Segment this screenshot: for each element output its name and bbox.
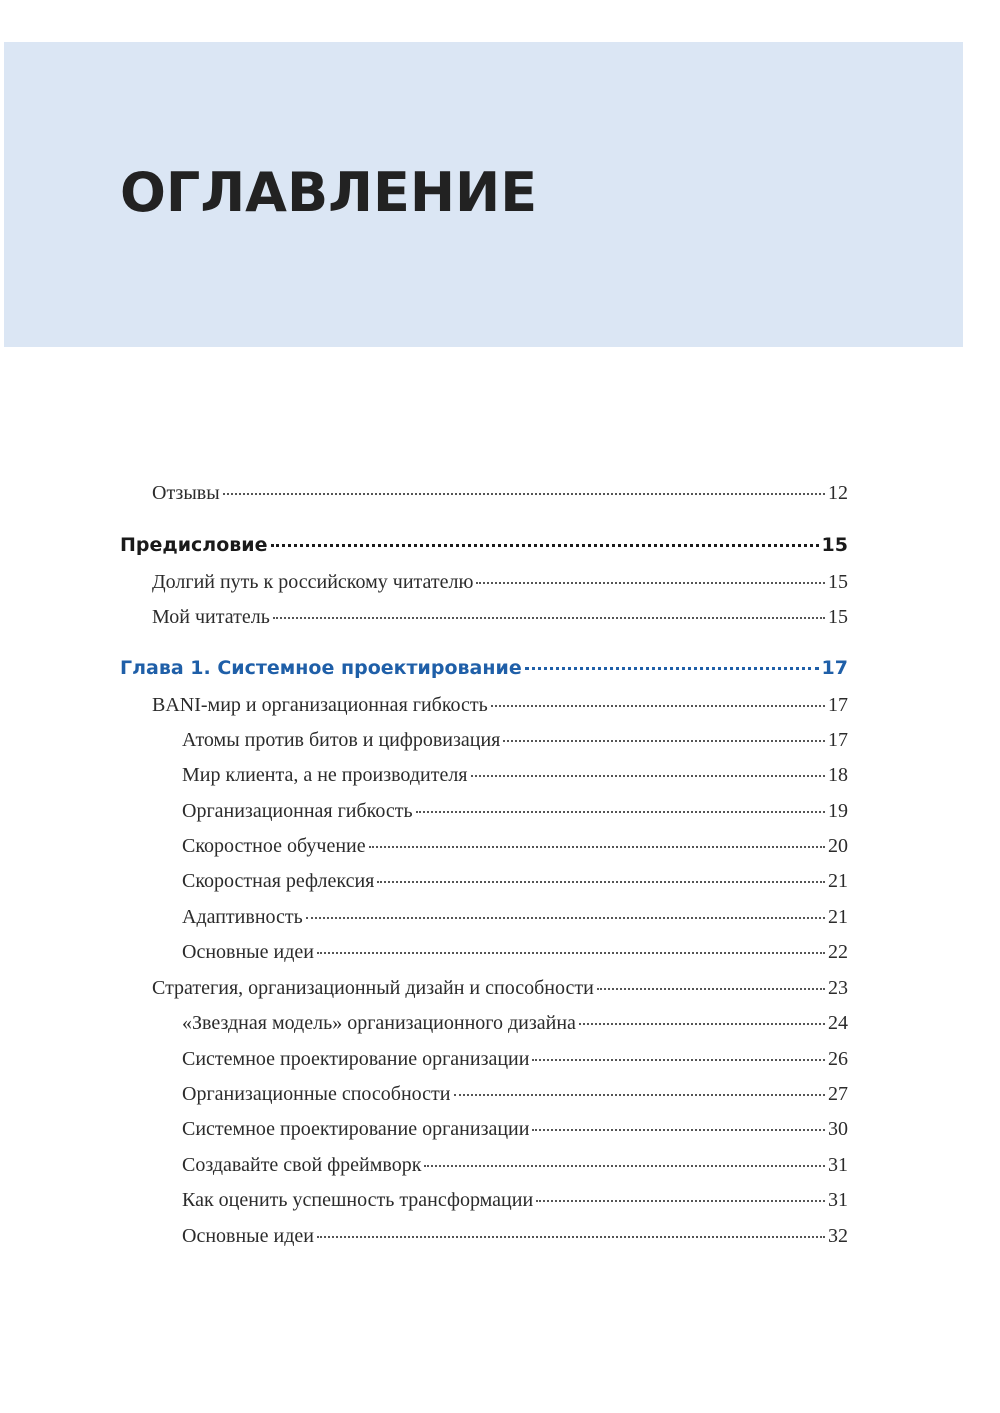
toc-entry-page: 21 <box>828 906 848 928</box>
dot-leader <box>223 493 825 495</box>
toc-entry-page: 20 <box>828 835 848 857</box>
toc-entry-star-model[interactable] <box>182 1012 848 1035</box>
dot-leader <box>424 1165 825 1167</box>
toc-entry-page: 24 <box>828 1012 848 1034</box>
toc-entry-label: Долгий путь к российскому читателю <box>152 571 474 593</box>
toc-entry-my-reader[interactable] <box>152 606 848 629</box>
toc-entry-page: 21 <box>828 870 848 892</box>
dot-leader <box>579 1023 825 1025</box>
dot-leader <box>597 988 825 990</box>
toc-entry-system-design-1[interactable] <box>182 1048 848 1071</box>
toc-entry-page: 22 <box>828 941 848 963</box>
toc-entry-label: Отзывы <box>152 482 220 504</box>
toc-entry-page: 19 <box>828 800 848 822</box>
dot-leader <box>306 917 825 919</box>
toc-entry-reviews[interactable] <box>152 482 848 505</box>
toc-entry-system-design-2[interactable] <box>182 1118 848 1141</box>
toc-entry-page: 18 <box>828 764 848 786</box>
toc-entry-bani-world[interactable] <box>152 694 848 717</box>
toc-entry-label: Системное проектирование организации <box>182 1118 530 1140</box>
toc-entry-label: Адаптивность <box>182 906 303 928</box>
toc-entry-long-way[interactable] <box>152 571 848 594</box>
toc-entry-page: 17 <box>821 657 848 679</box>
toc-entry-fast-reflection[interactable] <box>182 870 848 893</box>
dot-leader <box>503 740 825 742</box>
toc-entry-label: Системное проектирование организации <box>182 1048 530 1070</box>
dot-leader <box>532 1059 825 1061</box>
toc-entry-page: 31 <box>828 1154 848 1176</box>
dot-leader <box>271 544 819 547</box>
dot-leader <box>317 952 825 954</box>
toc-entry-page: 32 <box>828 1225 848 1247</box>
toc-entry-label: Атомы против битов и цифровизация <box>182 729 501 751</box>
toc-entry-page: 12 <box>828 482 848 504</box>
toc-entry-atoms-vs-bits[interactable] <box>182 729 848 752</box>
toc-entry-label: Основные идеи <box>182 941 314 963</box>
toc-entry-label: Организационные способности <box>182 1083 451 1105</box>
page-title: ОГЛАВЛЕНИЕ <box>120 161 538 224</box>
dot-leader <box>471 775 826 777</box>
toc-entry-label: Скоростная рефлексия <box>182 870 375 892</box>
toc-entry-label: Глава 1. Системное проектирование <box>120 657 522 679</box>
toc-entry-page: 26 <box>828 1048 848 1070</box>
toc-entry-org-agility[interactable] <box>182 800 848 823</box>
toc-entry-adaptivity[interactable] <box>182 906 848 929</box>
toc-entry-label: «Звездная модель» организационного дизайна <box>182 1012 576 1034</box>
toc-entry-page: 15 <box>828 571 848 593</box>
toc-entry-page: 15 <box>828 606 848 628</box>
dot-leader <box>369 846 825 848</box>
toc-entry-label: Мир клиента, а не производителя <box>182 764 468 786</box>
dot-leader <box>491 705 825 707</box>
dot-leader <box>476 582 825 584</box>
dot-leader <box>273 617 825 619</box>
toc-entry-strategy[interactable] <box>152 977 848 1000</box>
dot-leader <box>525 667 819 670</box>
dot-leader <box>536 1200 825 1202</box>
dot-leader <box>317 1236 825 1238</box>
toc-entry-own-framework[interactable] <box>182 1154 848 1177</box>
toc-entry-fast-learning[interactable] <box>182 835 848 858</box>
toc-entry-label: Стратегия, организационный дизайн и способности <box>152 977 594 999</box>
toc-entry-transformation-success[interactable] <box>182 1189 848 1212</box>
toc-entry-foreword[interactable] <box>120 534 848 556</box>
toc-entry-label: Предисловие <box>120 534 268 556</box>
toc-entry-page: 27 <box>828 1083 848 1105</box>
dot-leader <box>532 1129 825 1131</box>
toc-entry-page: 23 <box>828 977 848 999</box>
toc-entry-page: 15 <box>821 534 848 556</box>
toc-entry-label: Основные идеи <box>182 1225 314 1247</box>
toc-entry-label: Мой читатель <box>152 606 270 628</box>
toc-entry-page: 30 <box>828 1118 848 1140</box>
toc-entry-label: Скоростное обучение <box>182 835 366 857</box>
toc-entry-page: 17 <box>828 729 848 751</box>
toc-entry-page: 31 <box>828 1189 848 1211</box>
toc-entry-label: BANI-мир и организационная гибкость <box>152 694 488 716</box>
toc-entry-label: Как оценить успешность трансформации <box>182 1189 534 1211</box>
toc-entry-key-ideas-2[interactable] <box>182 1225 848 1248</box>
dot-leader <box>454 1094 826 1096</box>
dot-leader <box>416 811 825 813</box>
toc-entry-org-capabilities[interactable] <box>182 1083 848 1106</box>
toc-entry-key-ideas-1[interactable] <box>182 941 848 964</box>
dot-leader <box>377 881 825 883</box>
toc-entry-label: Организационная гибкость <box>182 800 413 822</box>
toc-entry-chapter-1[interactable] <box>120 657 848 679</box>
toc-entry-label: Создавайте свой фреймворк <box>182 1154 422 1176</box>
toc-entry-client-world[interactable] <box>182 764 848 787</box>
toc-entry-page: 17 <box>828 694 848 716</box>
